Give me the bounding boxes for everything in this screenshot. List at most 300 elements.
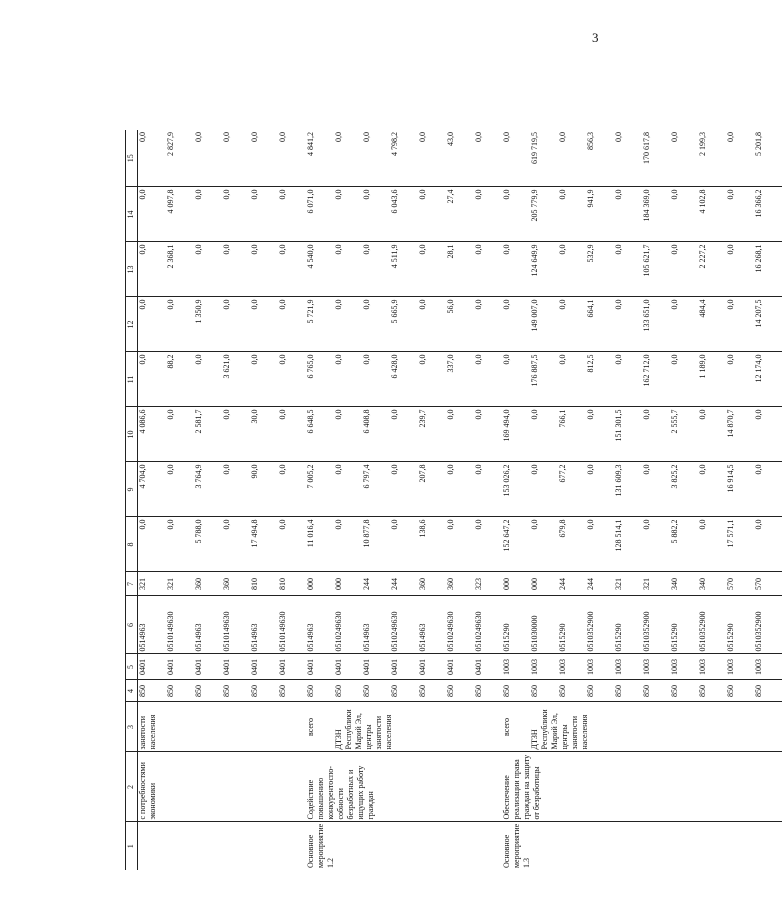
section-code: 0401 [390,654,418,680]
column-number: 5 [126,654,138,680]
section-code: 1003 [726,654,754,680]
amount-cell: 17 571,1 [726,517,754,572]
amount-cell: 0,0 [530,462,558,517]
amount-cell: 207,8 [418,462,446,517]
amount-cell: 90,0 [250,462,278,517]
amount-cell: 43,0 [446,130,474,187]
section-code: 1003 [754,654,782,680]
target-article-code: 0514963 [194,596,222,654]
grbs-code: 850 [754,680,782,702]
grbs-code: 850 [558,680,586,702]
amount-cell: 0,0 [334,517,362,572]
amount-cell: 0,0 [138,297,167,352]
amount-cell: 0,0 [250,242,278,297]
target-article-code: 0510249630 [334,596,362,654]
grbs-code: 850 [502,680,530,702]
amount-cell: 0,0 [642,517,670,572]
grbs-code: 850 [278,680,306,702]
amount-cell: 0,0 [474,407,502,462]
amount-cell: 162 712,0 [642,352,670,407]
target-article-code: 051030000 [530,596,558,654]
amount-cell: 0,0 [614,187,642,242]
amount-cell: 0,0 [474,352,502,407]
amount-cell: 14 870,7 [726,407,754,462]
expense-type-code: 321 [166,572,194,596]
target-article-code: 0515290 [614,596,642,654]
expense-type-code: 323 [474,572,502,596]
amount-cell: 0,0 [278,407,306,462]
table-body [126,130,782,870]
amount-cell: 11 016,4 [306,517,334,572]
grbs-code: 850 [670,680,698,702]
amount-cell: 0,0 [362,352,390,407]
amount-cell: 6 408,8 [362,407,390,462]
amount-cell: 856,3 [586,130,614,187]
section-code: 1003 [614,654,642,680]
amount-cell: 1 189,0 [698,352,726,407]
amount-cell: 239,7 [418,407,446,462]
column-number: 12 [126,297,138,352]
page-number: 3 [592,30,599,45]
amount-cell: 0,0 [362,297,390,352]
column-numbers-row [126,130,138,870]
section-code: 0401 [166,654,194,680]
expense-type-code: 570 [754,572,782,596]
amount-cell: 0,0 [418,242,446,297]
column-number: 15 [126,130,138,187]
amount-cell: 0,0 [726,297,754,352]
grbs-code: 850 [530,680,558,702]
amount-cell: 0,0 [698,462,726,517]
amount-cell: 4 841,2 [306,130,334,187]
amount-cell: 0,0 [138,187,167,242]
amount-cell: 3 764,9 [194,462,222,517]
expense-type-code: 244 [558,572,586,596]
amount-cell: 0,0 [754,462,782,517]
column-number: 2 [126,752,138,822]
amount-cell: 5 665,9 [390,297,418,352]
grbs-code: 850 [362,680,390,702]
amount-cell: 7 005,2 [306,462,334,517]
section-code: 1003 [670,654,698,680]
grbs-code: 850 [166,680,194,702]
target-article-code: 0514963 [418,596,446,654]
expense-type-code: 000 [502,572,530,596]
table-row [502,130,530,870]
grbs-code: 850 [642,680,670,702]
amount-cell: 0,0 [334,242,362,297]
amount-cell: 0,0 [698,517,726,572]
amount-cell: 0,0 [222,462,250,517]
measure-name: Обеспечение реализации права граждан на защиту от безработицы [502,752,782,822]
amount-cell: 0,0 [278,130,306,187]
measure-number: Основное мероприятие 1.3 [502,823,531,868]
amount-cell: 16 914,5 [726,462,754,517]
amount-cell: 0,0 [166,517,194,572]
amount-cell: 105 621,7 [642,242,670,297]
amount-cell: 133 651,0 [642,297,670,352]
amount-cell: 0,0 [614,297,642,352]
executor-name: ДТЗН Республики Марий Эл, центры занятости населения [530,702,782,752]
amount-cell: 0,0 [250,187,278,242]
amount-cell: 0,0 [446,407,474,462]
table-row [138,130,167,870]
section-code: 0401 [278,654,306,680]
section-code: 1003 [530,654,558,680]
column-number: 1 [126,822,138,870]
amount-cell: 0,0 [222,242,250,297]
amount-cell: 88,2 [166,352,194,407]
target-article-code: 0510249630 [446,596,474,654]
target-article-code: 0515290 [670,596,698,654]
amount-cell: 124 649,9 [530,242,558,297]
section-code: 0401 [306,654,334,680]
expense-type-code: 340 [698,572,726,596]
measure-number: Основное мероприятие 1.2 [306,823,335,868]
amount-cell: 0,0 [474,242,502,297]
grbs-code: 850 [250,680,278,702]
amount-cell: 152 647,2 [502,517,530,572]
amount-cell: 149 007,0 [530,297,558,352]
executor-name: занятости населения [138,702,307,752]
amount-cell: 4 511,9 [390,242,418,297]
amount-cell: 0,0 [754,407,782,462]
amount-cell: 131 609,3 [614,462,642,517]
amount-cell: 3 621,0 [222,352,250,407]
target-article-code: 0510352900 [754,596,782,654]
amount-cell: 4 102,8 [698,187,726,242]
amount-cell: 0,0 [614,242,642,297]
amount-cell: 3 825,2 [670,462,698,517]
amount-cell: 0,0 [166,407,194,462]
amount-cell: 6 765,0 [306,352,334,407]
amount-cell: 0,0 [726,130,754,187]
amount-cell: 677,2 [558,462,586,517]
grbs-code: 850 [418,680,446,702]
amount-cell: 0,0 [334,407,362,462]
target-article-code: 0514963 [362,596,390,654]
amount-cell: 0,0 [586,517,614,572]
amount-cell: 138,6 [418,517,446,572]
amount-cell: 4 097,8 [166,187,194,242]
target-article-code: 0510352900 [642,596,670,654]
amount-cell: 0,0 [558,352,586,407]
amount-cell: 0,0 [502,187,530,242]
column-number: 4 [126,680,138,702]
section-code: 1003 [558,654,586,680]
amount-cell: 0,0 [334,187,362,242]
amount-cell: 0,0 [418,130,446,187]
grbs-code: 850 [726,680,754,702]
amount-cell: 27,4 [446,187,474,242]
amount-cell: 0,0 [670,352,698,407]
amount-cell: 532,9 [586,242,614,297]
amount-cell: 5 201,8 [754,130,782,187]
amount-cell: 1 350,9 [194,297,222,352]
amount-cell: 6 043,6 [390,187,418,242]
amount-cell: 0,0 [754,517,782,572]
target-article-code: 0510352900 [698,596,726,654]
amount-cell: 0,0 [614,352,642,407]
amount-cell: 0,0 [418,187,446,242]
column-number: 11 [126,352,138,407]
amount-cell: 679,8 [558,517,586,572]
amount-cell: 0,0 [390,407,418,462]
section-code: 1003 [642,654,670,680]
amount-cell: 0,0 [670,242,698,297]
amount-cell: 0,0 [334,130,362,187]
grbs-code: 850 [446,680,474,702]
amount-cell: 0,0 [222,187,250,242]
target-article-code: 0510149630 [166,596,194,654]
amount-cell: 176 887,5 [530,352,558,407]
expense-type-code: 360 [446,572,474,596]
amount-cell: 0,0 [446,462,474,517]
amount-cell: 0,0 [138,130,167,187]
expense-type-code: 244 [586,572,614,596]
amount-cell: 0,0 [614,130,642,187]
amount-cell: 0,0 [250,352,278,407]
amount-cell: 0,0 [502,130,530,187]
executor-total-label: всего [502,702,530,752]
amount-cell: 0,0 [418,297,446,352]
column-number: 8 [126,517,138,572]
amount-cell: 0,0 [726,187,754,242]
amount-cell: 0,0 [642,462,670,517]
amount-cell: 0,0 [222,297,250,352]
measure-name: Содействие повышению конкурентоспо-собности безработных и ищущих работу граждан [306,752,502,822]
amount-cell: 0,0 [502,297,530,352]
amount-cell: 0,0 [558,297,586,352]
target-article-code: 0515290 [502,596,530,654]
amount-cell: 0,0 [502,242,530,297]
amount-cell: 0,0 [530,407,558,462]
executor-total-label: всего [306,702,334,752]
amount-cell: 0,0 [698,407,726,462]
section-code: 1003 [698,654,726,680]
amount-cell: 0,0 [334,462,362,517]
amount-cell: 170 617,8 [642,130,670,187]
section-code: 0401 [194,654,222,680]
amount-cell: 0,0 [194,242,222,297]
amount-cell: 205 779,9 [530,187,558,242]
column-number: 9 [126,462,138,517]
amount-cell: 0,0 [278,297,306,352]
amount-cell: 0,0 [586,462,614,517]
rotated-table-container [125,130,763,870]
amount-cell: 151 301,5 [614,407,642,462]
target-article-code: 0515290 [558,596,586,654]
amount-cell: 2 199,3 [698,130,726,187]
expense-type-code: 321 [642,572,670,596]
expense-type-code: 360 [194,572,222,596]
section-code: 1003 [586,654,614,680]
grbs-code: 850 [222,680,250,702]
amount-cell: 14 207,5 [754,297,782,352]
amount-cell: 0,0 [474,187,502,242]
amount-cell: 6 648,5 [306,407,334,462]
amount-cell: 0,0 [390,517,418,572]
amount-cell: 5 721,9 [306,297,334,352]
section-code: 0401 [446,654,474,680]
amount-cell: 169 494,0 [502,407,530,462]
expense-type-code: 360 [418,572,446,596]
section-code: 1003 [502,654,530,680]
amount-cell: 5 882,2 [670,517,698,572]
amount-cell: 0,0 [474,130,502,187]
amount-cell: 0,0 [278,517,306,572]
target-article-code: 0515290 [726,596,754,654]
amount-cell: 484,4 [698,297,726,352]
expense-type-code: 321 [138,572,167,596]
expense-type-code: 244 [362,572,390,596]
target-article-code: 0510352900 [586,596,614,654]
amount-cell: 664,1 [586,297,614,352]
expense-type-code: 321 [614,572,642,596]
amount-cell: 0,0 [558,187,586,242]
amount-cell: 0,0 [642,407,670,462]
amount-cell: 0,0 [474,297,502,352]
amount-cell: 619 719,5 [530,130,558,187]
section-code: 0401 [474,654,502,680]
grbs-code: 850 [194,680,222,702]
target-article-code: 0510249630 [390,596,418,654]
section-code: 0401 [222,654,250,680]
amount-cell: 0,0 [278,352,306,407]
column-number: 13 [126,242,138,297]
amount-cell: 4 540,0 [306,242,334,297]
grbs-code: 850 [306,680,334,702]
expense-type-code: 810 [278,572,306,596]
amount-cell: 6 797,4 [362,462,390,517]
amount-cell: 6 071,0 [306,187,334,242]
amount-cell: 2 827,9 [166,130,194,187]
amount-cell: 766,1 [558,407,586,462]
target-article-code: 0510149630 [278,596,306,654]
column-number: 3 [126,702,138,752]
column-number: 14 [126,187,138,242]
amount-cell: 0,0 [670,130,698,187]
amount-cell: 0,0 [166,462,194,517]
amount-cell: 0,0 [558,242,586,297]
amount-cell: 30,0 [250,407,278,462]
amount-cell: 0,0 [222,407,250,462]
amount-cell: 0,0 [278,187,306,242]
amount-cell: 0,0 [138,352,167,407]
amount-cell: 12 174,0 [754,352,782,407]
section-code: 0401 [334,654,362,680]
amount-cell: 0,0 [278,242,306,297]
amount-cell: 0,0 [474,517,502,572]
amount-cell: 0,0 [362,187,390,242]
budget-table [125,130,782,870]
amount-cell: 2 368,1 [166,242,194,297]
amount-cell: 337,0 [446,352,474,407]
amount-cell: 16 366,2 [754,187,782,242]
amount-cell: 128 514,1 [614,517,642,572]
expense-type-code: 570 [726,572,754,596]
amount-cell: 0,0 [138,242,167,297]
amount-cell: 0,0 [222,130,250,187]
expense-type-code: 000 [530,572,558,596]
amount-cell: 0,0 [726,242,754,297]
target-article-code: 0514963 [250,596,278,654]
amount-cell: 17 494,8 [250,517,278,572]
amount-cell: 5 788,0 [194,517,222,572]
amount-cell: 0,0 [250,297,278,352]
amount-cell: 0,0 [250,130,278,187]
measure-number [138,822,307,870]
column-number: 7 [126,572,138,596]
amount-cell: 0,0 [586,407,614,462]
amount-cell: 0,0 [558,130,586,187]
amount-cell: 28,1 [446,242,474,297]
column-number: 6 [126,596,138,654]
grbs-code: 850 [138,680,167,702]
amount-cell: 0,0 [530,517,558,572]
amount-cell: 0,0 [474,462,502,517]
amount-cell: 4 798,2 [390,130,418,187]
amount-cell: 0,0 [194,130,222,187]
expense-type-code: 244 [390,572,418,596]
target-article-code: 0510149630 [222,596,250,654]
section-code: 0401 [138,654,167,680]
expense-type-code: 000 [306,572,334,596]
measure-name: с потребностями экономики [138,752,307,822]
amount-cell: 812,5 [586,352,614,407]
amount-cell: 0,0 [334,297,362,352]
table-row [306,130,334,870]
amount-cell: 0,0 [418,352,446,407]
amount-cell: 153 026,2 [502,462,530,517]
amount-cell: 0,0 [362,242,390,297]
amount-cell: 4 086,6 [138,407,167,462]
amount-cell: 56,0 [446,297,474,352]
amount-cell: 2 581,7 [194,407,222,462]
executor-name: ДТЗН Республики Марий Эл, центры занятости населения [334,702,502,752]
target-article-code: 0514963 [306,596,334,654]
amount-cell: 0,0 [670,187,698,242]
amount-cell: 16 268,1 [754,242,782,297]
amount-cell: 0,0 [446,517,474,572]
amount-cell: 2 227,2 [698,242,726,297]
amount-cell: 0,0 [334,352,362,407]
amount-cell: 0,0 [726,352,754,407]
amount-cell: 0,0 [194,352,222,407]
grbs-code: 850 [474,680,502,702]
target-article-code: 0510249630 [474,596,502,654]
section-code: 0401 [418,654,446,680]
amount-cell: 0,0 [166,297,194,352]
expense-type-code: 810 [250,572,278,596]
amount-cell: 0,0 [362,130,390,187]
amount-cell: 0,0 [390,462,418,517]
amount-cell: 0,0 [670,297,698,352]
amount-cell: 941,9 [586,187,614,242]
grbs-code: 850 [334,680,362,702]
amount-cell: 0,0 [194,187,222,242]
section-code: 0401 [250,654,278,680]
expense-type-code: 000 [334,572,362,596]
column-number: 10 [126,407,138,462]
amount-cell: 184 369,0 [642,187,670,242]
amount-cell: 10 877,8 [362,517,390,572]
section-code: 0401 [362,654,390,680]
amount-cell: 0,0 [222,517,250,572]
expense-type-code: 340 [670,572,698,596]
amount-cell: 0,0 [502,352,530,407]
grbs-code: 850 [390,680,418,702]
